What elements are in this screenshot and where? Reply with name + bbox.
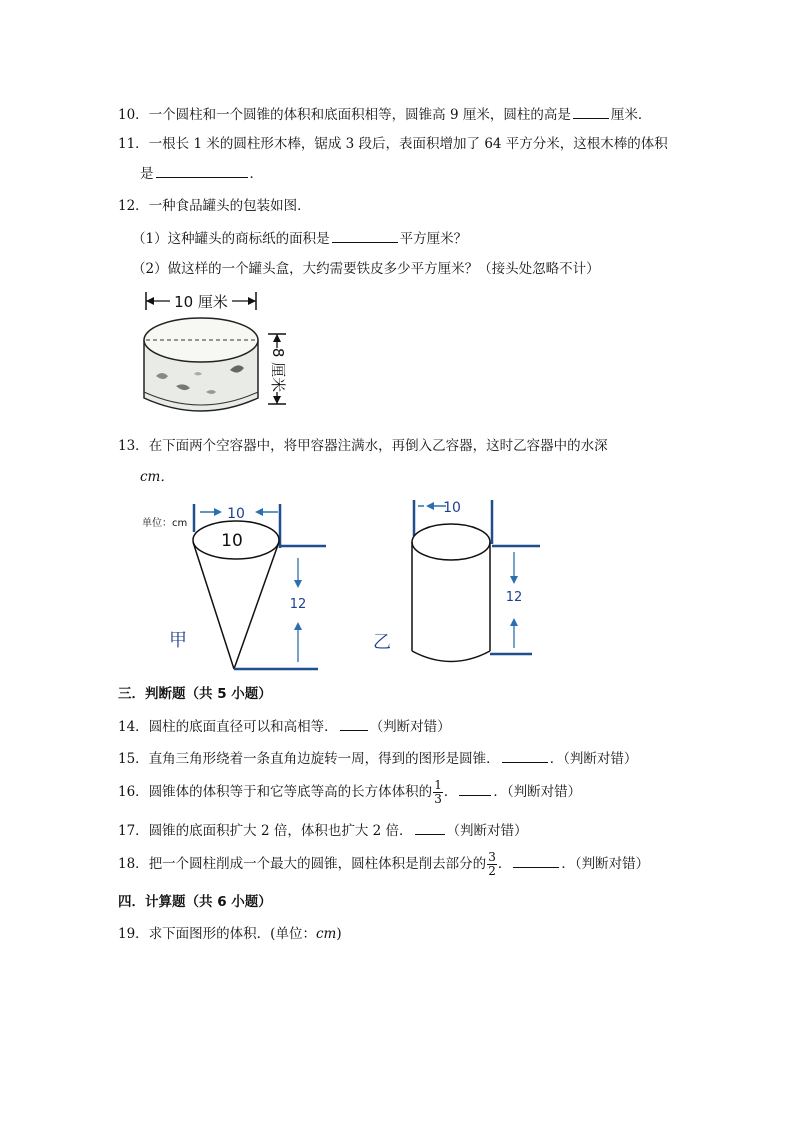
question-number: 19． xyxy=(118,926,149,942)
arrow-right-icon xyxy=(248,297,256,305)
cyl-bottom-arc xyxy=(412,651,490,662)
question-11 xyxy=(118,134,668,154)
answer-blank[interactable] xyxy=(332,228,398,243)
question-tail: （判断对错） xyxy=(369,719,451,735)
question-text: 直角三角形绕着一条直角边旋转一周，得到的图形是圆锥． xyxy=(148,751,500,767)
question-10 xyxy=(118,104,651,125)
question-number: 12． xyxy=(118,198,149,214)
question-text: 一种食品罐头的包装如图． xyxy=(148,198,311,214)
question-16: 16．圆锥体的体积等于和它等底等高的长方体体积的 $\frac{1}{3}$ ． ．（判断对错） xyxy=(118,778,582,806)
cone-inner-label: 10 xyxy=(221,531,243,551)
closing-paren: ) xyxy=(336,926,342,942)
question-number: 16． xyxy=(118,784,149,800)
unit-label: 单位：cm xyxy=(142,518,188,529)
question-12 xyxy=(118,196,311,216)
arrow-left-icon xyxy=(426,502,434,510)
question-13 xyxy=(118,436,608,456)
period: ． xyxy=(249,166,263,182)
question-text: 把一个圆柱削成一个最大的圆锥，圆柱体积是削去部分的 xyxy=(148,856,487,872)
question-text: 求下面图形的体积．(单位： xyxy=(148,926,316,942)
answer-blank[interactable] xyxy=(459,781,491,796)
arrow-up-icon xyxy=(273,334,281,342)
question-18: 18．把一个圆柱削成一个最大的圆锥，圆柱体积是削去部分的 $\frac{3}{2}$ ． ．（判断对错） xyxy=(118,850,650,878)
question-number: 18． xyxy=(118,856,149,872)
answer-blank[interactable] xyxy=(415,820,445,835)
question-tail: ．（判断对错） xyxy=(549,751,638,767)
cone-side-left xyxy=(193,542,234,669)
question-number: 10． xyxy=(118,107,149,123)
question-text: 圆锥的底面积扩大 2 倍，体积也扩大 2 倍． xyxy=(148,823,413,839)
cone-height-label: 12 xyxy=(289,597,307,612)
arrow-down-icon xyxy=(273,396,281,404)
answer-blank[interactable] xyxy=(513,853,559,868)
part-text-tail: 平方厘米？ xyxy=(399,231,468,247)
question-text: 在下面两个空容器中，将甲容器注满水，再倒入乙容器，这时乙容器中的水深 xyxy=(148,438,608,454)
question-14 xyxy=(118,716,451,737)
question-text: 一个圆柱和一个圆锥的体积和底面积相等，圆锥高 9 厘米，圆柱的高是 xyxy=(148,107,571,123)
question-13-cont xyxy=(140,467,174,487)
answer-blank[interactable] xyxy=(340,716,368,731)
question-12-part1 xyxy=(132,228,467,249)
question-number: 15． xyxy=(118,751,149,767)
question-15 xyxy=(118,748,637,769)
cyl-height-label: 12 xyxy=(505,590,523,605)
cyl-top-ellipse xyxy=(412,524,490,560)
answer-blank[interactable] xyxy=(573,104,609,119)
question-tail: （判断对错） xyxy=(446,823,528,839)
unit-text: cm． xyxy=(140,469,174,485)
answer-blank[interactable] xyxy=(502,748,548,763)
question-number: 11． xyxy=(118,136,149,152)
fraction-three-halves xyxy=(487,851,497,878)
arrow-right-icon xyxy=(214,508,222,516)
question-tail: ．（判断对错） xyxy=(561,856,650,872)
question-number: 14． xyxy=(118,719,149,735)
cone-name: 甲 xyxy=(169,630,187,651)
question-tail: ．（判断对错） xyxy=(493,784,582,800)
question-11-cont xyxy=(140,163,263,184)
section-heading-calculation: 四．计算题（共 6 小题） xyxy=(118,894,272,910)
question-number: 13． xyxy=(118,438,149,454)
section-heading-judgment: 三．判断题（共 5 小题） xyxy=(118,686,272,702)
cyl-name: 乙 xyxy=(373,632,391,653)
arrow-down-icon xyxy=(510,576,518,584)
question-17 xyxy=(118,820,528,841)
cone-side-right xyxy=(234,542,279,669)
arrow-down-icon xyxy=(294,580,302,588)
fraction-one-third xyxy=(433,779,443,806)
arrow-up-icon xyxy=(510,618,518,626)
unit-text: cm xyxy=(315,926,337,942)
can-figure xyxy=(136,288,296,420)
arrow-left-icon xyxy=(146,297,154,305)
diameter-label: 10 厘米 xyxy=(174,293,228,311)
fraction-numerator: 3 xyxy=(488,850,496,864)
cyl-top-label: 10 xyxy=(443,500,461,516)
arrow-left-icon xyxy=(255,508,263,516)
fraction-denominator: 3 xyxy=(434,792,442,806)
arrow-up-icon xyxy=(294,622,302,630)
question-text: 一根长 1 米的圆柱形木棒，锯成 3 段后，表面积增加了 64 平方分米，这根木棒的体积 xyxy=(148,136,668,152)
question-number: 17． xyxy=(118,823,149,839)
question-19 xyxy=(118,924,342,944)
question-text: 是 xyxy=(140,166,154,182)
fraction-numerator: 1 xyxy=(434,778,442,792)
answer-blank[interactable] xyxy=(156,163,248,178)
part-text: （2）做这样的一个罐头盒，大约需要铁皮多少平方厘米？（接头处忽略不计） xyxy=(132,261,600,277)
question-12-part2 xyxy=(132,259,600,279)
fraction-denominator: 2 xyxy=(488,864,496,878)
question-text: 圆锥体的体积等于和它等底等高的长方体体积的 xyxy=(148,784,433,800)
question-text-tail: 厘米． xyxy=(610,107,652,123)
containers-figure xyxy=(140,496,550,678)
cone-top-label: 10 xyxy=(227,506,245,522)
part-text: （1）这种罐头的商标纸的面积是 xyxy=(132,231,330,247)
height-label: 8 厘米 xyxy=(269,347,287,393)
question-text: 圆柱的底面直径可以和高相等． xyxy=(148,719,338,735)
